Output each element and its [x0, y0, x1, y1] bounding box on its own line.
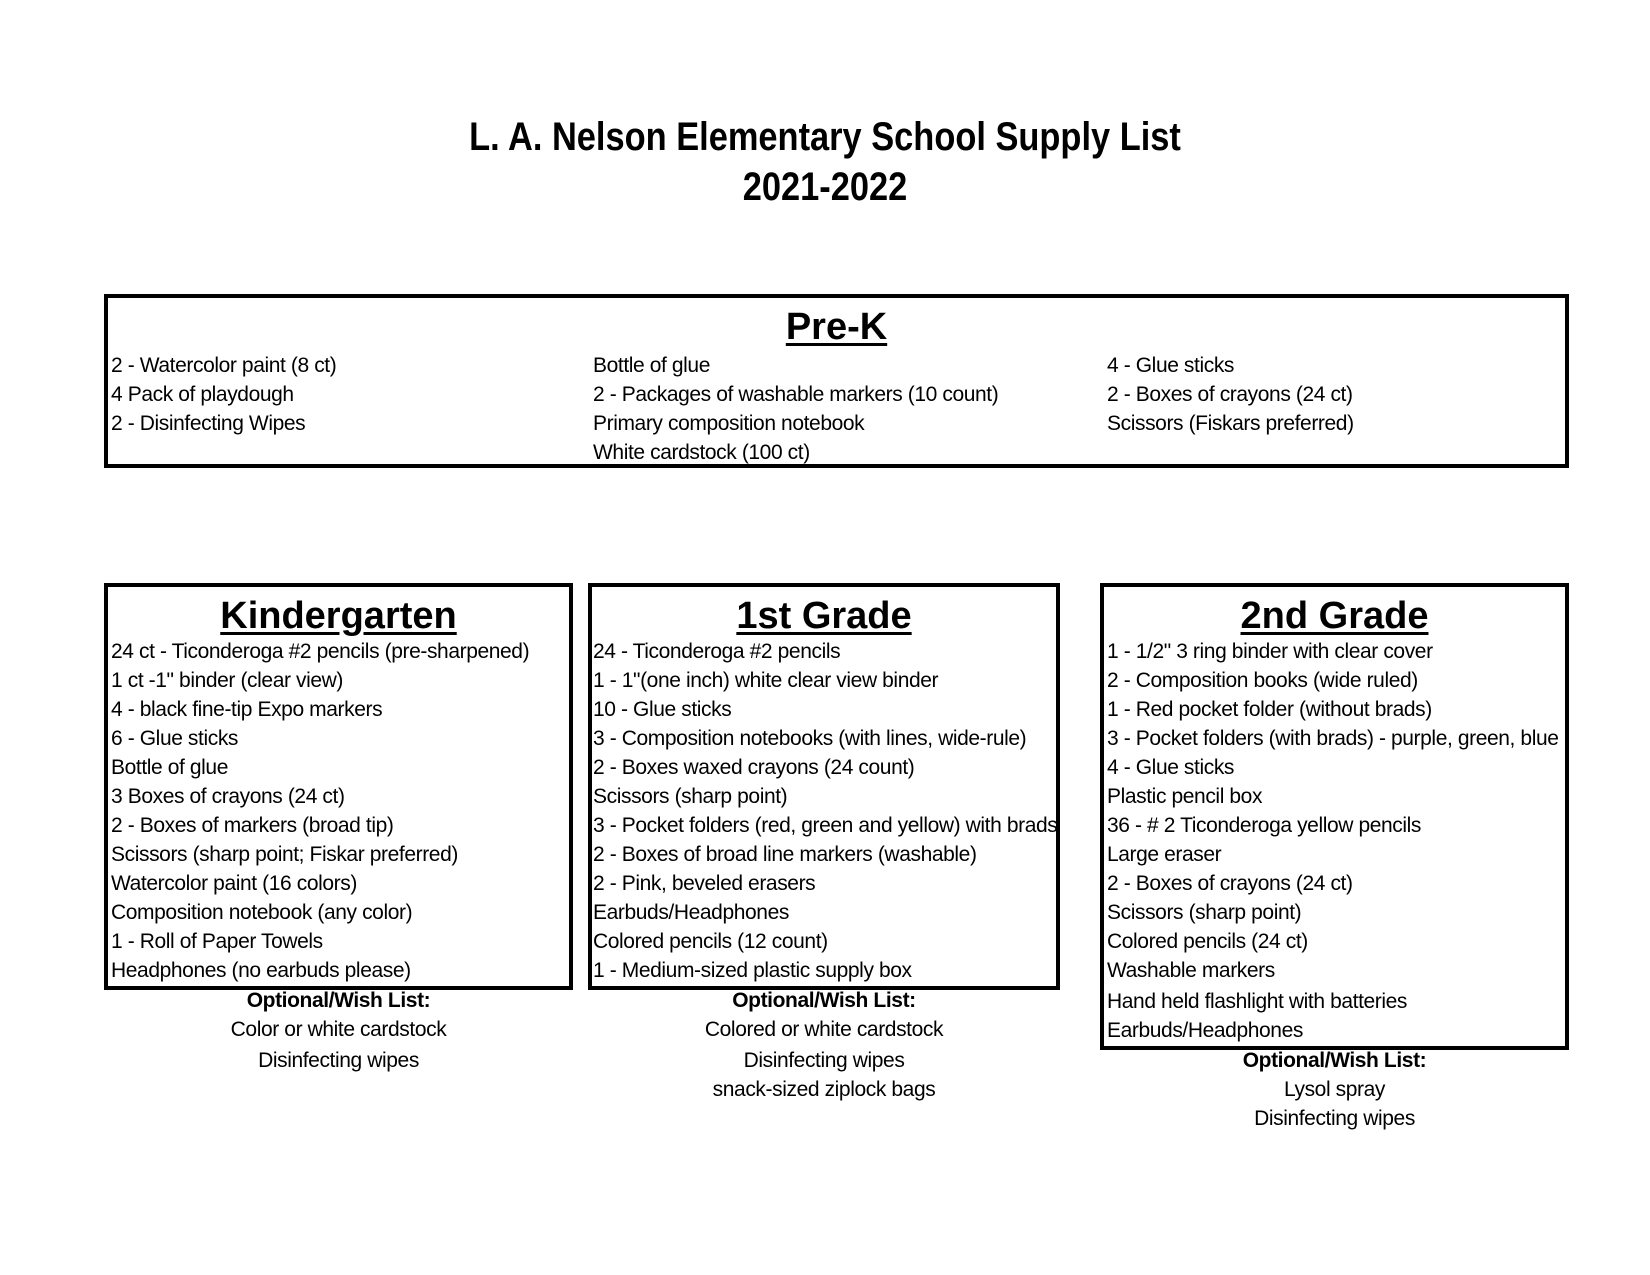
- grade1-title: 1st Grade: [736, 595, 912, 637]
- optional-title: Optional/Wish List:: [1242, 1049, 1427, 1072]
- title-line-1: L. A. Nelson Elementary School Supply List: [469, 115, 1181, 159]
- list-item: 3 - Pocket folders (red, green and yellow) with brads: [593, 814, 1058, 837]
- list-item: 1 ct -1" binder (clear view): [111, 669, 344, 692]
- list-item: Scissors (sharp point): [593, 785, 788, 808]
- list-item: Large eraser: [1107, 843, 1222, 866]
- optional-item: Disinfecting wipes: [743, 1049, 905, 1072]
- list-item: 4 - black fine-tip Expo markers: [111, 698, 383, 721]
- list-item: White cardstock (100 ct): [593, 441, 810, 464]
- optional-item: Lysol spray: [1283, 1078, 1386, 1101]
- list-item: 36 - # 2 Ticonderoga yellow pencils: [1107, 814, 1422, 837]
- optional-item: Colored or white cardstock: [704, 1018, 944, 1041]
- list-item: 3 - Composition notebooks (with lines, wide-rule): [593, 727, 1027, 750]
- optional-item: Disinfecting wipes: [1254, 1107, 1415, 1130]
- list-item: Bottle of glue: [593, 354, 710, 377]
- list-item: 2 - Pink, beveled erasers: [593, 872, 816, 895]
- list-item: Scissors (sharp point; Fiskar preferred): [111, 843, 458, 866]
- list-item: 3 Boxes of crayons (24 ct): [111, 785, 345, 808]
- optional-title: Optional/Wish List:: [732, 989, 916, 1012]
- list-item: 1 - 1"(one inch) white clear view binder: [593, 669, 939, 692]
- list-item: Colored pencils (12 count): [593, 930, 828, 953]
- list-item: Earbuds/Headphones: [1107, 1019, 1303, 1042]
- list-item: Headphones (no earbuds please): [111, 959, 411, 982]
- list-item: Bottle of glue: [111, 756, 228, 779]
- list-item: Hand held flashlight with batteries: [1107, 990, 1408, 1013]
- optional-title: Optional/Wish List:: [246, 989, 431, 1012]
- grade2-title: 2nd Grade: [1240, 595, 1429, 637]
- list-item: 24 ct - Ticonderoga #2 pencils (pre-sharpened): [111, 640, 530, 663]
- list-item: 2 - Composition books (wide ruled): [1107, 669, 1418, 692]
- list-item: Earbuds/Headphones: [593, 901, 789, 924]
- optional-item: Color or white cardstock: [230, 1018, 447, 1041]
- list-item: Watercolor paint (16 colors): [111, 872, 357, 895]
- list-item: 1 - Red pocket folder (without brads): [1107, 698, 1432, 721]
- list-item: 2 - Disinfecting Wipes: [111, 412, 306, 435]
- title-line-2: 2021-2022: [742, 165, 908, 209]
- list-item: Plastic pencil box: [1107, 785, 1263, 808]
- list-item: 1 - 1/2" 3 ring binder with clear cover: [1107, 640, 1433, 663]
- list-item: 2 - Boxes of crayons (24 ct): [1107, 383, 1353, 406]
- list-item: 4 - Glue sticks: [1107, 756, 1235, 779]
- list-item: 2 - Boxes of markers (broad tip): [111, 814, 394, 837]
- list-item: 4 - Glue sticks: [1107, 354, 1235, 377]
- list-item: 24 - Ticonderoga #2 pencils: [593, 640, 841, 663]
- list-item: 4 Pack of playdough: [111, 383, 294, 406]
- list-item: 2 - Watercolor paint (8 ct): [111, 354, 337, 377]
- kindergarten-title: Kindergarten: [220, 595, 457, 637]
- list-item: 1 - Roll of Paper Towels: [111, 930, 323, 953]
- list-item: 3 - Pocket folders (with brads) - purple, green, blue: [1107, 727, 1559, 750]
- list-item: Primary composition notebook: [593, 412, 865, 435]
- optional-item: snack-sized ziplock bags: [712, 1078, 936, 1101]
- list-item: 2 - Boxes of broad line markers (washable): [593, 843, 977, 866]
- prek-title: Pre-K: [785, 306, 888, 348]
- list-item: Washable markers: [1107, 959, 1275, 982]
- list-item: Colored pencils (24 ct): [1107, 930, 1308, 953]
- optional-item: Disinfecting wipes: [258, 1049, 419, 1072]
- list-item: 10 - Glue sticks: [593, 698, 732, 721]
- list-item: 6 - Glue sticks: [111, 727, 239, 750]
- page-title: [116, 112, 1535, 212]
- list-item: 2 - Boxes of crayons (24 ct): [1107, 872, 1353, 895]
- list-item: 2 - Boxes waxed crayons (24 count): [593, 756, 915, 779]
- list-item: 1 - Medium-sized plastic supply box: [593, 959, 912, 982]
- list-item: Scissors (sharp point): [1107, 901, 1302, 924]
- list-item: 2 - Packages of washable markers (10 count): [593, 383, 999, 406]
- list-item: Composition notebook (any color): [111, 901, 413, 924]
- list-item: Scissors (Fiskars preferred): [1107, 412, 1354, 435]
